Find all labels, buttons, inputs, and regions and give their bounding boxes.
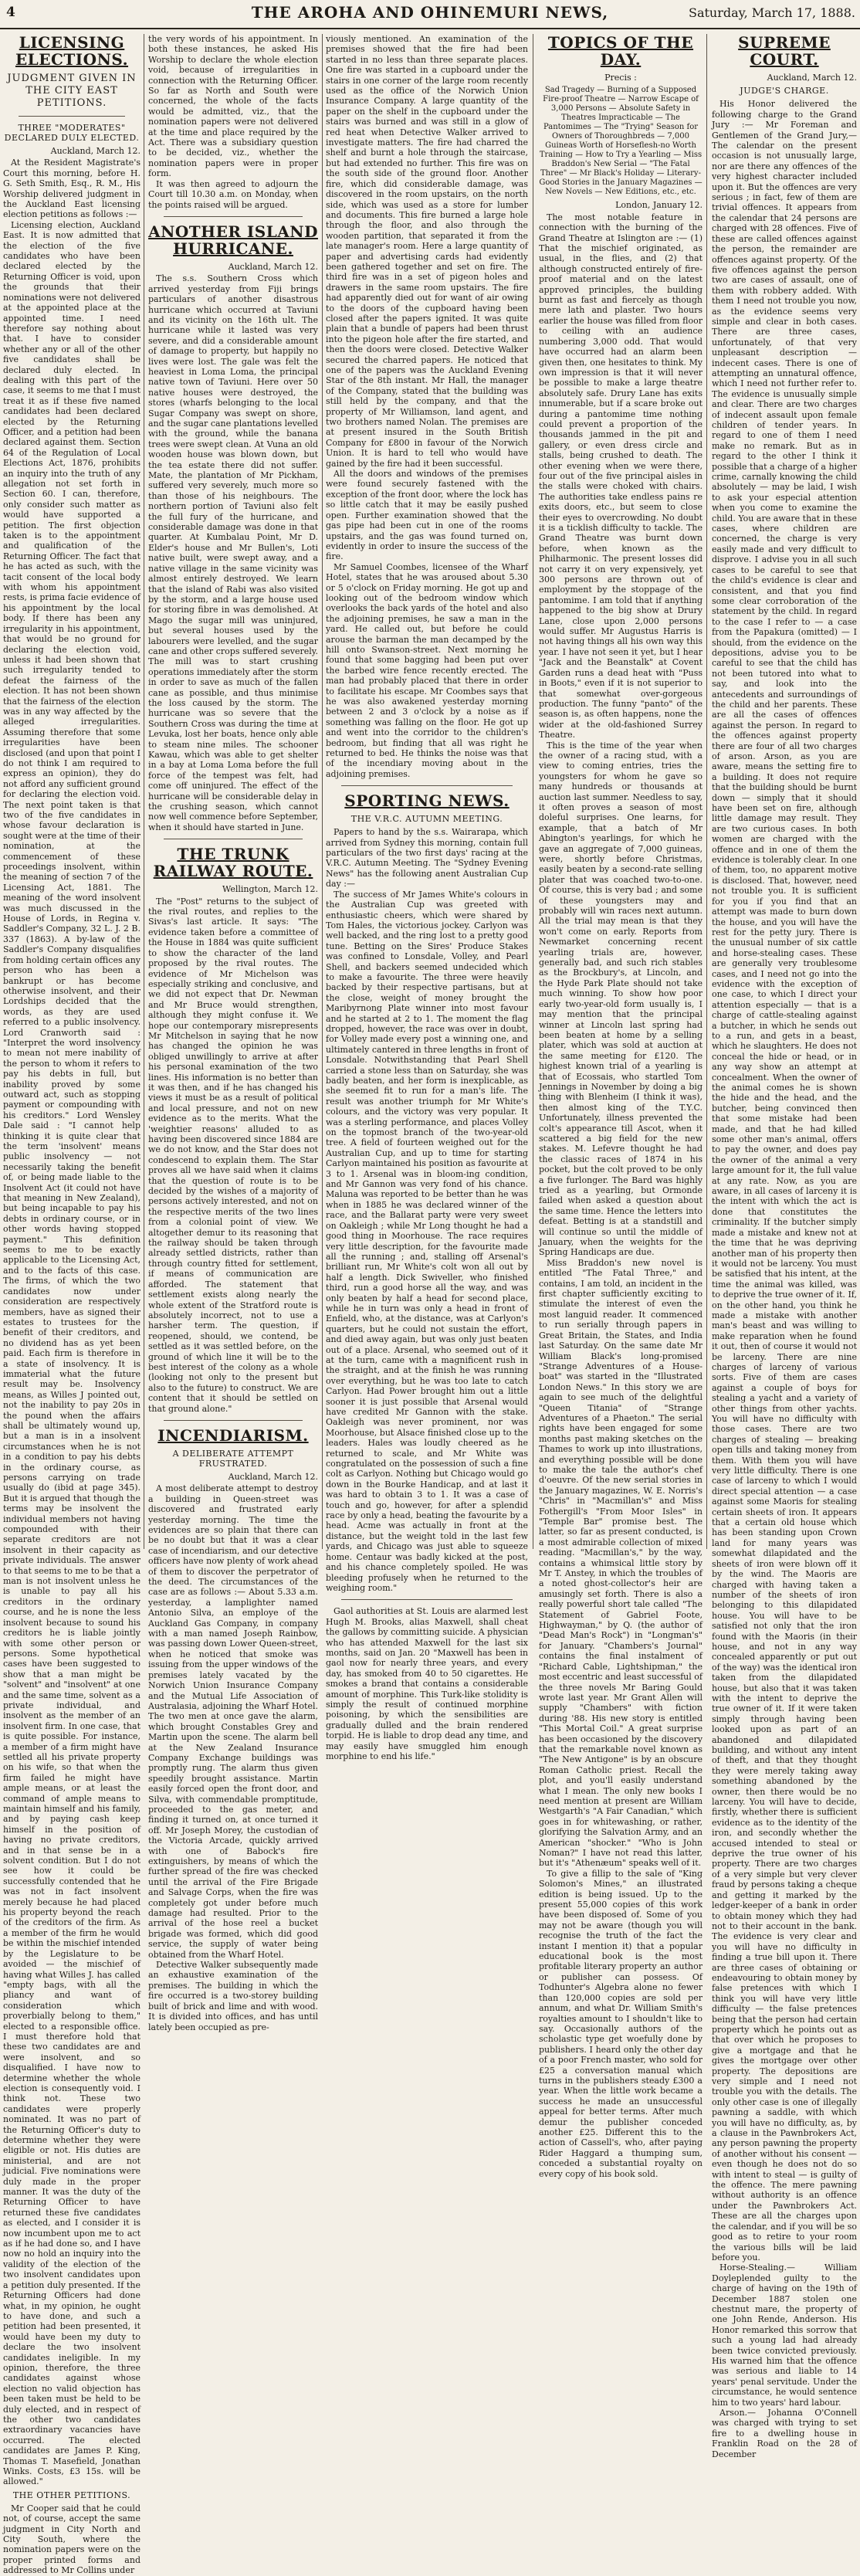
column-5 — [709, 33, 860, 2459]
paper-title: THE AROHA AND OHINEMURI NEWS, — [251, 3, 609, 22]
article-paragraph: The "Post" returns to the subject of the rival routes, and replies to the Sivas's last article. It says: "The evidence taken before a committee of the House in 1884 was quite sufficient to show the character of the land proposed by the rival routes. The evidence of Mr Michelson was especially striking and conclusive, and we did not expect that Dr. Newman and Mr Bruce would strengthen, although they might confuse it. We hope our contemporary misrepresents Mr Mitchelson in saying that he now has changed the opinion he was obliged unwillingly to arrive at after his personal examination of the two lines. His information is no better than it was then, and if he has changed his views it must be as a result of political and local pressure, and not on new evidence as to the merits. What the 'weightier reasons' alluded to as having been discovered since 1884 are we do not know, and the Star does not condescend to explain them. The Star proves all we have said when it claims that the question of route is to be decided by the wishes of a majority of persons actively interested, and not on the respective merits of the two lines from a colonial point of view. We altogether demur to its reasoning that the railway should be taken through already settled districts, rather than through country fitted for settlement, if means of communication are afforded. The statement that settlement exists along nearly the whole extent of the Stratford route is absolutely incorrect, not to use a harsher term. The question, if reopened, should, we contend, be settled as it was settled before, on the ground of which line it will be to the best interest of the colony as a whole (looking not only to the present but also to the future) to construct. We are content that it should be settled on that ground alone." — [148, 896, 318, 1414]
article-paragraph: At the Resident Magistrate's Court this morning, before H. G. Seth Smith, Esq., R. M., His Worship delivered judgment in the Auckland East licensing election petitions as follows :— — [3, 158, 141, 220]
article-paragraph: Licensing election, Auckland East. It is now admitted that the election of the five candidates who have been declared elected by the Returning Officer is void, upon the grounds that their nominations were not delivered at the appointed place at the appointed time. I need therefore say nothing about that. I have to consider whether any or all of the other five candidates shall be declared duly elected. In dealing with this part of the case, it seems to me that I must treat it as if these five named candidates had been declared elected by the Returning Officer, and a petition had been declared against them. Section 64 of the Regulation of Local Elections Act, 1876, prohibits an inquiry into the truth of any allegation not set forth in Section 60. I can, therefore, only consider such matter as would have supported a petition. The first objection taken is to the appointment and qualification of the Returning Officer. The fact that he has acted as such, with the tacit consent of the local body with whom his appointment rests, is prima facie evidence of his appointment by the local body. If there has been any irregularity in his appointment, that would be no ground for declaring the election void, unless it had been shown that such irregularity tended to defeat the fairness of the election. It has not been shown that the fairness of the election was in any way affected by the alleged irregularities. Assuming therefore that some irregularities have been disclosed (and upon that point I do not think I am required to express an opinion), they do not afford any sufficient ground for declaring the election void. The next point taken is that two of the five candidates in whose favour declaration is sought were at the time of their nomination, at the commencement of these proceedings insolvent, within the meaning of section 7 of the Licensing Act, 1881. The meaning of the word insolvent was much discussed in the House of Lords, in Regina v. Saddler's Company, 32 L. J. 2 B. 337 (1863). A by-law of the Saddler's Company disqualifies from holding certain offices any person who has been a bankrupt or has become otherwise insolvent, and their Lordships decided that the words, as they are used referred to a public insolvency. Lord Cranworth said : "Interpret the word insolvency to mean not mere inability of the person to whom it refers to pay his debts in full, but inability proved by some outward act, such as stopping payment or compounding with his creditors." Lord Wensley Dale said : "I cannot help thinking it is quite clear that the term 'insolvent' means public insolvency — not necessarily taking the benefit of, or being made liable to the Insolvent Act (it could not have that meaning in New Zealand), but being incapable to pay his debts in ordinary course, or in other words having stopped payment." This definition seems to me to be exactly applicable to the Licensing Act, and to the facts of this case. The firms, of which the two candidates now under consideration are respectively members, have as signed their estates to trustees for the benefit of their creditors, and no dividend has as yet been paid. Each firm is therefore in a state of insolvency. It is immaterial what the future result may be. Insolvency means, as Willes J pointed out, not the inability to pay 20s in the pound when the affairs shall be ultimately wound up, but a man is in a insolvent circumstances when he is not in a condition to pay his debts in the ordinary course, as persons carrying on trade usually do (ibid at page 345). But it is argued that though the terms may be insolvent the individual members not having compounded with their separate creditors are not insolvent in their capacity as private individuals. The answer to that seems to me to be that a man is not insolvent unless he is unable to pay all his creditors in the ordinary course, and he is none the less insolvent because to sound his creditors he is liable jointly with some other person or persons. Some hypothetical cases have been suggested to show that a man might be "solvent" and "insolvent" at one and the same time, solvent as a private individual, and insolvent as the member of an insolvent firm. In one case, that is quite possible. For instance, a member of a firm might have settled all his private property on his wife, so that when the firm failed he might have ample means, or at least the command of ample means to maintain himself and his family, and by paying cash keep himself in the position of having no private creditors, and in that sense be in a solvent condition. But I do not see how it could be successfully contended that he was not in fact insolvent merely because he had placed his property beyond the reach of the creditors of the firm. As a member of the firm he would be within the mischief intended by the Legislature to be avoided — the mischief of having what Willes J. has called "empty bags, with all the pliancy and want of consideration which proverbially belong to them," elected to a responsible office. I must therefore hold that these two candidates are and were insolvent, and so disqualified. I have now to determine whether the whole election is consequently void. I think not. These two candidates were properly nominated. It was no part of the Returning Officer's duty to determine whether they were eligible or not. His duties are ministerial, and are not judicial. Five nominations were duly made in the proper manner. It was the duty of the Returning Officer to have returned these five candidates as elected, and I consider it is now incumbent upon me to act as if he had done so, and I have now no hold an inquiry into the validity of the election of the two insolvent candidates upon a petition duly presented. If the Returning Officers had done what, in my opinion, he ought to have done, and such a petition had been presented, it would have been my duty to declare the two insolvent candidates ineligible. In my opinion, therefore, the three candidates against whose election no valid objection has been taken must be held to be duly elected, and in respect of the other two candidates extraordinary vacancies have occurred. The elected candidates are James P. King, Thomas T. Masefield, Jonathan Winks. Costs, £3 15s. will be allowed." — [3, 219, 141, 2487]
article-paragraph: Mr Cooper said that he could not, of course, accept the same judgment in City North and City South, where the nomination papers were on the proper printed forms and addressed to Mr Collins under — [3, 2503, 141, 2576]
article-paragraph: Miss Braddon's new novel is entitled "The Fatal Three," and contains, I am told, an incident in the first chapter sufficiently exciting to stimulate the interest of even the most languid reader. It commenced to run serially through papers in Great Britain, the States, and India last Saturday. On the same date Mr William Black's long-promised "Strange Adventures of a House-boat" was started in the "Illustrated London News." In this story we are again to see much of the delightful "Queen Titania" of "Strange Adventures of a Phaeton." The serial rights have been engaged for some months past making sketches on the Thames to work up into illustrations, and everything possible will be done to make the tale the author's chef d'oeuvre. Of the new serial stories in the January magazines, W. E. Norris's "Chris" in "Macmillan's" and Miss Fothergill's "From Moor Isles" in "Temple Bar" promise best. The latter, so far as present conducted, is a most admirable collection of mixed reading. "Macmillan's," by the way, contains a whimsical little story by Mr T. Anstey, in which the troubles of a noted ghost-collector's heir are amusingly set forth. There is also a really powerful short tale called "The Statement of Gabriel Foote, Highwayman," by Q. (the author of "Dead Man's Rock") in "Longman's" for January. "Chambers's Journal" contains the final instalment of "Richard Cable, Lightshipman," the most eccentric and least successful of the three novels Mr Baring Gould wrote last year. Mr Grant Allen will supply "Chambers" with fiction during '88. His new story is entitled "This Mortal Coil." A great surprise has been occasioned by the discovery that the remarkable novel known as "The New Antigone" is by an obscure Roman Catholic priest. Recall the plot, and you'll easily understand what I mean. The only new books I need mention at present are William Westgarth's "A Fair Canadian," which goes in for whitewashing, or rather, glorifying the Salvation Army, and an American "shocker." "Who is John Noman?" I have not read this latter, but it's "Athenæum" speaks well of it. — [539, 1257, 703, 1869]
licensing-subheading: JUDGMENT GIVEN IN THE CITY EAST PETITIONS. — [7, 73, 137, 109]
article-paragraph: Arson.— Johanna O'Connell was charged with trying to set fire to a dwelling house in Franklin Road on the 28 of December — [712, 2408, 857, 2459]
railway-headline: THE TRUNK RAILWAY ROUTE. — [153, 845, 313, 881]
article-paragraph: All the doors and windows of the premises were found securely fastened with the exception of the front door, where the lock has so little catch that it may be easily pushed open. Further examination showed that the gas pipe had been cut in one of the rooms upstairs, and the gas was found turned on, evidently in order to insure the success of the fire. — [326, 469, 528, 562]
article-paragraph: It was then agreed to adjourn the Court till 10.30 a.m. on Monday, when the points raised will be argued. — [148, 178, 318, 210]
article-paragraph: A most deliberate attempt to destroy a building in Queen-street was discovered and frustrated early yesterday morning. The time the evidences are so plain that there can be no doubt but that it was a clear case of incendiarism, and our detective officers have now plenty of work ahead of them to discover the perpetrator of the deed. The circumstances of the case are as follows :— About 5.33 a.m. yesterday, a lamplighter named Antonio Silva, an employe of the Auckland Gas Company, in company with a man named Joseph Rainbow, was passing down Lower Queen-street, when he noticed that smoke was issuing from the upper windows of the premises lately vacated by the Norwich Union Insurance Company and the Mutual Life Association of Australasia, adjoining the Wharf Hotel. The two men at once gave the alarm, which brought Constables Grey and Martin upon the scene. The alarm bell at the New Zealand Insurance Company Exchange buildings was promptly rung. The alarm thus given speedily brought assistance. Martin easily forced open the front door, and Silva, with commendable promptitude, proceeded to the gas meter, and finding it turned on, at once turned it off. Mr Joseph Morey, the custodian of the Victoria Arcade, quickly arrived with one of Babock's fire extinguishers, by means of which the further spread of the fire was checked until the arrival of the Fire Brigade and Salvage Corps, when the fire was completely got under before much damage had resulted. Prior to the arrival of the hose reel a bucket brigade was formed, which did good service, the supply of water being obtained from the Wharf Hotel. — [148, 1483, 318, 1960]
article-paragraph: The s.s. Southern Cross which arrived yesterday from Fiji brings particulars of another disastrous hurricane which occurred at Taviuni and its vicinity on the 16th ult. The hurricane while it lasted was very severe, and did a considerable amount of damage to property, but happily no lives were lost. The gale was felt the heaviest in Loma Loma, the principal native town of Taviuni. Here over 50 native houses were destroyed, the stores (wharfs belonging to the local Sugar Company was swept on shore, and the sugar cane plantations levelled with the ground, while the banana trees were swept clean. At Vuna an old wooden house was blown down, but the tea estate there did not suffer. Mate, the plantation of Mr Pickham, suffered very severely, much more so than those of his neighbours. The northern portion of Taviuni also felt the full fury of the hurricane, and considerable damage was done in that quarter. At Kumbalau Point, Mr D. Elder's house and Mr Bullen's, Loti native built, were swept away, and a native village in the same vicinity was almost entirely destroyed. We learn that the island of Rabi was also visited by the storm, and a large house used for storing fibre in was demolished. At Mago the sugar mill was uninjured, but several houses used by the labourers were levelled, and the sugar cane and other crops suffered severely. The mill was to start crushing operations immediately after the storm in order to save as much of the fallen cane as possible, and thus minimise the loss caused by the storm. The hurricane was so severe that the Southern Cross was during the time at Levuka, lost her boats, hence only able to steam nine miles. The schooner Kawau, which was able to get shelter in a bay at Loma Loma before the full force of the tempest was felt, had come off uninjured. The effect of the hurricane will be considerable delay in the crushing season, which cannot now well commence before September, when it should have started in June. — [148, 273, 318, 832]
sporting-headline: SPORTING NEWS. — [344, 791, 510, 811]
article-paragraph: His Honor delivered the following charge to the Grand Jury :— Mr Foreman and Gentlemen of the Grand Jury,— The calendar on the present occasion is not unusually large, nor are there any offences of the very highest character included upon it. But the offences are very serious ; in fact, few of them are trivial offences. It appears from the calendar that 24 persons are charged with 28 offences. Five of these are called offences against the person, the remainder are offences against property. Of the five offences against the person two are cases of assault, one of them with robbery added. With them I need not trouble you now, as the evidence seems very simple and clear in both cases. There are three cases, unfortunately, of that very unpleasant description — indecent cases. There is one of attempting an unnatural offence, which I need not further refer to. The evidence is unusually simple and clear. There are two charges of indecent assault upon female children of tender years. In regard to one of them I need make no remark. But as in regard to the other I think it possible that a charge of a higher crime, carnally knowing the child absolutely — may be laid, I wish to ask your especial attention when you come to examine the child. You are aware that in these cases, where children are concerned, the charge is very easily made and very difficult to disprove. I advise you in all such cases to be careful to see that the child's evidence is clear and consistent, and that you find some clear corroboration of the statement by the child. In regard to the case I refer to — a case from the Papakura (omitted) — I should, from the evidence on the depositions, advise you to be careful to see that the child has not been tutored into what to say, and look into the antecedents and surroundings of the child and her parents. These are all the cases of offences against the person. In regard to the offences against property there are four of all two charges of arson. Arson, as you are aware, means the setting fire to a building. It does not require that the building should be burnt down — simply that it should have been set on fire, although little damage may result. They are two curious cases. In both women are charged with the offence and in one of them the evidence is tolerably clear. In one of them, too, no apparent motive is disclosed. That, however, need not trouble you. It is sufficient for you if you find that an attempt was made to burn down the house, and you will have the rest for the petty jury. There is the unusual number of six cattle and horse-stealing cases. These are generally very troublesome cases, and I need not go into the evidence with the exception of one case, to which I direct your attention especially — that is a charge of cattle-stealing against a butcher, in which he sends out to a run, and gets in a beast, which he slaughters. He does not conceal the hide or head, or in any way show an attempt at concealment. When the owner of the animal comes he is shown the hide and the head, and the butcher, being convinced then that some mistake had been made, and that he had killed some other man's animal, offers to pay the owner, and does pay the owner of the animal a very large amount for it, the full value at any rate. Now, as you are aware, in all cases of larceny it is the intent with which the act is done that constitutes the criminality. If the butcher simply made a mistake and knew not at the time that he was depriving another man of his property then it would not be larceny. You must be satisfied that his intent, at the time the animal was killed, was to deprive the true owner of it. If, on the other hand, you think he made a mistake with another man's beast and was willing to make reparation when he found it out, then of course it would not be larceny. There are nine charges of larceny of various sorts. Five of them are cases against a couple of boys for stealing a yacht and a variety of other things from other yachts. You will have no difficulty with those cases. There are two charges of stealing — breaking open tills and taking money from them. With them you will have very little difficulty. There is one case of larceny to which I would direct special attention — a case against some Maoris for stealing certain sheets of iron. It appears that a certain old house which has been standing upon Crown land for many years was somewhat dilapidated and the sheets of iron were blown off it by the wind. The Maoris are charged with having taken a number of the sheets of iron belonging to this dilapidated house. You will have to be satisfied not only that the iron found with the Maoris (in their house, and not in any way concealed apparently or put out of the way) was the identical iron taken from the dilapidated house, but also that it was taken with the intent to deprive the true owner of it. If it were taken simply through having been looked upon as part of an abandoned and dilapidated building, and without any intent of theft, and that they thought they were merely taking away something abandoned by the owner, then there would be no larceny. You will have to decide, firstly, whether there is sufficient evidence as to the identity of the iron, and secondly whether the accused intended to steal or deprive the true owner of his property. There are two charges of a very simple but very clever fraud by persons taking a cheque and getting it marked by the ledger-keeper of a bank in order to obtain money which they had not to their account in the bank. The evidence is very clear and you will have no difficulty in finding a true bill upon it. There are three cases of obtaining or endeavouring to obtain money by false pretences with which I think you will have very little difficulty — the false pretences being that the person had certain property which he points out as that over which he proposes to give a mortgage and that he gives the mortgage over other property. The depositions are very simple and I need not trouble you with the details. The only other case is one of illegally pawning a saddle, with which you will have no difficulty, as, by a clause in the Pawnbrokers Act, any person pawning the property of another without his consent — even though he does not do so with intent to steal — is guilty of the offence. The mere pawning without authority is an offence under the Pawnbrokers Act. These are all the charges upon the calendar, and if you will be so good as to retire to your room the various bills will be laid before you. — [712, 99, 857, 2262]
article-paragraph: The success of Mr James White's colours in the Australian Cup was greeted with enthusiastic cheers, which were shared by Tom Hales, the victorious jockey. Carlyon was well backed, and the ring lost to a pretty good tune. Betting on the Sires' Produce Stakes was confined to Lonsdale, Volley, and Pearl Shell, and backers seemed undecided which to make a favourite. The three were heavily backed by their respective partisans, but at the close, weight of money brought the Maribyrnong Plate winner into most favour and he started at 2 to 1. The moment the flag dropped, however, the race was over in doubt, for Volley made every post a winning one, and ultimately cantered in three lengths in front of Lonsdale. Notwithstanding that Pearl Shell carried a stone less than on Saturday, she was badly beaten, and her form is inexplicable, as she seemed fit to run for a man's life. The result was another triumph for Mr White's colours, and the victory was very popular. It was a sterling performance, and places Volley on the topmost branch of the two-year-old tree. A field of fourteen weighed out for the Australian Cup, and up to time for starting Carlyon maintained his position as favourite at 3 to 1. Arsenal was in bloom-ing condition, and Mr Gannon was very fond of his chance. Maluna was reported to be better than he was when in 1885 he was declared winner of the race, and the Ballarat party were very sweet on Oakleigh ; while Mr Long thought he had a good thing in Moorhouse. The race requires very little description, for the favourite made all the running ; and, stalling off Arsenal's brilliant run, Mr White's colt won all out by half a length. Dick Swiveller, who finished third, run a good horse all the way, and was only beaten by half a head for second place, while he in turn was only a head in front of Enfield, who, at the distance, was at Carlyon's quarters, but he could not sustain the effort, and died away again, but was only just beaten out of a place. Arsenal, who seemed out of it at the turn, came with a magnificent rush in the straight, and at the finish he was running over everything, but he was too late to catch Carlyon. Had Power brought him out a little sooner it is just possible that Arsenal would have credited Mr Gannon with the stake. Oakleigh was never prominent, nor was Moorhouse, but Alsace finished close up to the leaders. Hales was loudly cheered as he returned to scale, and Mr White was congratulated on the possession of such a fine colt as Carlyon. Nothing but Chicago would go down in the Bourke Handicap, and at last it was hard to obtain 3 to 1. It was a case of touch and go, however, for after a splendid race by only a head, beating the favourite by a head. Acme was actually in front at the distance, but the weight told in the last few yards, and Chicago was just able to squeeze home. Centaur was badly kicked at the post, and his chance completely spoiled. He was bleeding profusely when he returned to the weighing room." — [326, 889, 528, 1593]
column-2 — [145, 34, 321, 2032]
licensing-headline: LICENSING ELECTIONS. — [15, 33, 129, 69]
divider — [164, 216, 303, 217]
column-4 — [536, 33, 706, 2179]
railway-dateline: Wellington, March 12. — [222, 884, 318, 895]
supreme-court-headline: SUPREME COURT. — [738, 33, 831, 69]
topics-dateline: London, January 12. — [615, 200, 703, 211]
hurricane-headline: ANOTHER ISLAND HURRICANE. — [148, 222, 318, 258]
masthead — [0, 0, 860, 29]
licensing-subheading-2: THREE "MODERATES" DECLARED DULY ELECTED. — [4, 123, 140, 143]
other-petitions-heading: THE OTHER PETITIONS. — [12, 2490, 131, 2500]
column-1 — [0, 33, 144, 2576]
divider — [19, 116, 125, 117]
article-paragraph: This is the time of the year when the owner of a racing stud, with a view to coming entries, tries the youngsters for whom he gave so many hundreds or thousands at auction last summer. Needless to say, it often proves a season of most doleful surprises. One learns, for example, that a batch of Mr Abington's yearlings, for which he gave an aggregate of 7,000 guineas, were, shortly before Christmas, easily beaten by a second-rate selling plater that was coached two-to-one. Of course, this is very bad ; and some of these youngsters may and probably will win races next autumn. All the trial may mean is that they won't come on early. Reports from Newmarket concerning recent yearling trials are, however, generally bad, and such rich stables as the Brockbury's, at Lincoln, and the Hyde Park Plate should not take much winning. To show how poor early two-year-old form usually is, I may mention that the principal winner at Lincoln last spring had been beaten at home by a selling plater, which was sold at auction at the same meeting for £120. The highest known trial of a yearling is that of Ecossais, who startled Tom Jennings in November by doing a big thing with Blenheim (I think it was), then almost king of the T.Y.C. Unfortunately, illness prevented the colt's appearance till Ascot, when it scattered a big field for the new stakes. M. Lefevre thought he had the classic races of 1874 in his pocket, but the colt proved to be only a five furlonger. The Bard was highly tried as a yearling, but Ormonde failed when asked a question about the same time. Hence the letters into defeat. Betting is at a standstill and will continue so until the middle of January, when the weights for the Spring Handicaps are due. — [539, 740, 703, 1258]
precis-summary: Sad Tragedy — Burning of a Supposed Fire-proof Theatre — Narrow Escape of 3,000 Persons — Absolute Safety in Theatres Impracticable — The Pantomimes — The "Trying" Season for Owners of Thoroughbreds — 7,000 Guineas Worth of Horseflesh-no Worth Training — How to Try a Yearling — Miss Braddon's New Serial — "The Fatal Three" — Mr Black's Holiday — Literary-Good Stories in the January Magazines — New Novels — New Editions, etc., etc. — [539, 86, 703, 197]
supreme-court-dateline: Auckland, March 12. — [767, 73, 857, 83]
article-paragraph: Mr Samuel Coombes, licensee of the Wharf Hotel, states that he was aroused about 5.30 or 5 o'clock on Friday morning. He got up and looking out of the bedroom window which overlooks the back yards of the hotel and also the adjoining premises, he saw a man in the yard. He called out, but before he could arouse the barman the man decamped by the hill onto Swanson-street. Next morning he found that some bagging had been put over the barbed wire fence recently erected. The man had probably placed that there in order to facilitate his escape. Mr Coombes says that he was also awakened yesterday morning between 2 and 3 o'clock by a noise as if something was falling on the floor. He got up and went into the corridor to the children's bedroom, but finding that all was right he returned to bed. He thinks the noise was that of the incendiary moving about in the adjoining premises. — [326, 561, 528, 779]
article-paragraph: Papers to hand by the s.s. Wairarapa, which arrived from Sydney this morning, contain full particulars of the two first days' racing at the V.R.C. Autumn Meeting. The "Sydney Evening News" has the following anent Australian Cup day :— — [326, 827, 528, 890]
topics-headline: TOPICS OF THE DAY. — [547, 33, 694, 69]
judges-charge-subheading: JUDGE'S CHARGE. — [740, 86, 829, 97]
article-paragraph: Detective Walker subsequently made an exhaustive examination of the premises. The building in which the fire occurred is a two-storey building built of brick and lime and with wood. It is divided into offices, and has until lately been occupied as pre- — [148, 1960, 318, 2032]
article-paragraph: Gaol authorities at St. Louis are alarmed lest Hugh M. Brooks, alias Maxwell, shall cheat the gallows by committing suicide. A physician who has attended Maxwell for the last six months, said on Jan. 20 "Maxwell has been in gaol now for nearly three years, and every day, has smoked from 40 to 50 cigarettes. He smokes a brand that contains a considerable amount of morphine. This Turk-like stolidity is simply the result of continued morphine poisoning, by which the sensibilities are gradually dulled and the brain rendered torpid. He is liable to drop dead any time, and may easily have smuggled him enough morphine to end his life." — [326, 1606, 528, 1761]
divider — [341, 785, 513, 786]
incendiarism-subheading: A DELIBERATE ATTEMPT FRUSTRATED. — [172, 1448, 294, 1469]
sporting-subheading: THE V.R.C. AUTUMN MEETING. — [350, 814, 503, 825]
column-3 — [323, 34, 531, 1761]
incendiarism-headline: INCENDIARISM. — [157, 1425, 309, 1445]
licensing-dateline: Auckland, March 12. — [50, 146, 141, 156]
column-rule — [706, 34, 707, 1549]
issue-date: Saturday, March 17, 1888. — [688, 5, 855, 20]
article-paragraph: Horse-Stealing.— William Doyleplended guilty to the charge of having on the 19th of December 1887 stolen one chestnut mare, the property of one John Rende, Anderson. His Honor remarked this sorrow that such a young lad had already been twice convicted previously. His warned him that the offence was serious and liable to 14 years' penal servitude. Under the circumstance, he would sentence him to two years' hard labour. — [712, 2262, 857, 2408]
hurricane-dateline: Auckland, March 12. — [228, 261, 318, 272]
incendiarism-dateline: Auckland, March 12. — [228, 1471, 318, 1482]
article-paragraph: viously mentioned. An examination of the premises showed that the fire had been started in no less than three separate places. One fire was started in a cupboard under the stairs in one corner of the large room recently used as the office of the Norwich Union Insurance Company. A large quantity of the paper on the shelf in the cupboard under the stairs was burned and was still in a glow of red heat when Detective Walker arrived to investigate matters. The fire had charred the shelf and burnt a hole through the staircase, but had extended no further. This fire was on the south side of the ground floor. Another fire, which did considerable damage, was discovered in the room upstairs, on the north side, which was used as a store for lumber and documents. This fire burned a large hole through the floor, and also through the wooden partition, that separated it from the late manager's room. Here a large quantity of paper and advertising cards had evidently been gathered together and set on fire. The third fire was in a set of pigeon holes and drawers in the same room upstairs. The fire had apparently died out for want of air owing to the doors of the cupboard having been closed after the papers ignited. It was quite plain that a bundle of papers had been thrust into the pigeon hole after the fire started, and then the doors were closed. Detective Walker secured the charred papers. He noticed that one of the papers was the Auckland Evening Star of the 8th instant. Mr Hall, the manager of the Company, stated that the building was still held by the company, and that the property of Mr Williamson, land agent, and two brothers named Nolan. The premises are at present insured in the South British Company for £800 in favour of the Norwich Union. It is hard to tell who would have gained by the fire had it been successful. — [326, 34, 528, 469]
precis-label: Precis : — [604, 73, 637, 83]
page-number: 4 — [6, 5, 15, 20]
divider — [164, 1420, 303, 1421]
article-paragraph: The most notable feature in connection with the burning of the Grand Theatre at Islington are :— (1) That the mischief originated, as usual, in the flies, and (2) that although constructed entirely of fire-proof material and on the latest approved principles, the building burnt as fast and fiercely as though mere lath and plaster. Two hours earlier the house was filled from floor to ceiling with an audience numbering 3,000 odd. That would have occurred had an alarm been given then, one hesitates to think. My own impression is that it will never be possible to make a large theatre absolutely safe. Drury Lane has exits innumerable, but if a scare broke out during a pantomime time nothing could prevent a proportion of the thousands jammed in the pit and gallery, or even dress circle and stalls, being crushed to death. The other evening when we were there, four out of the five principal aisles in the stalls were choked with chairs. The authorities take endless pains re exits doors, etc., but seem to close their eyes to overcrowding. No doubt it is a ticklish difficulty to tackle. The Grand Theatre was burnt down before, when known as the Philharmonic. The present losses did not carry it on very expensively, yet 300 persons are thrown out of employment by the stoppage of the pantomime. I am told that if anything happened to the big show at Drury Lane, close upon 2,000 persons would suffer. Mr Augustus Harris is not having things all his own way this year. I have not seen it yet, but I hear "Jack and the Beanstalk" at Covent Garden runs a dead heat with "Puss in Boots," even if it is not superior to that somewhat over-gorgeous production. The funny "panto" of the season is, as often happens, none the wider at the old-fashioned Surrey Theatre. — [539, 212, 703, 741]
article-paragraph: the very words of his appointment. In both these instances, he asked His Worship to declare the whole election void, because of irregularities in connection with the Returning Officer. So far as North and South were concerned, the whole of the facts would be admitted, viz., that the nomination papers were not delivered at the time and place required by the Act. There was a subsidiary question to be decided, viz., whether the nomination papers were in proper form. — [148, 34, 318, 179]
article-paragraph: To give a fillip to the sale of "King Solomon's Mines," an illustrated edition is being issued. Up to the present 55,000 copies of this work have been disposed of. Some of you may not be aware (though you will recognise the truth of the fact the instant I mention it) that a popular educational book is the most profitable literary property an author or publisher can possess. Of Todhunter's Algebra alone no fewer than 120,000 copies are sold per annum, and what Dr. William Smith's royalties amount to I shouldn't like to say. Occasionally authors of the scholastic type get woefully done by publishers. I heard only the other day of a poor French master, who sold for £25 a conversation manual which turns in the publishers steady £300 a year. When the little work became a success he made an unsuccessful appeal for better terms. After much demur the publisher conceded another £25. Different this to the action of Cassell's, who, after paying Rider Haggard a thumping sum, conceded a substantial royalty on every copy of his book sold. — [539, 1868, 703, 2179]
divider — [341, 1599, 513, 1600]
